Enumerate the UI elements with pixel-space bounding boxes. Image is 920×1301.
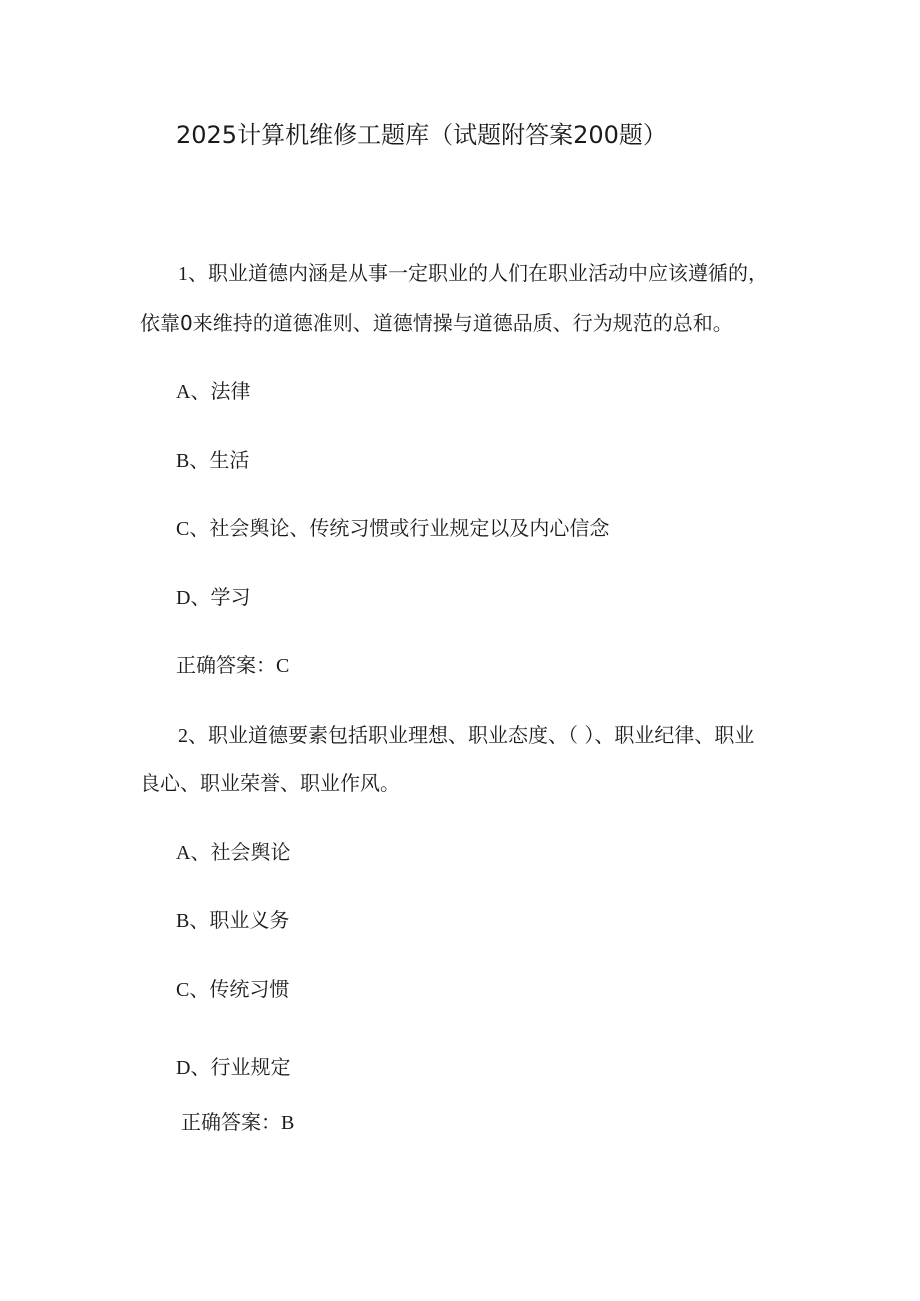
enum-separator: 、 bbox=[189, 908, 210, 932]
question-text-line-1: 职业道德内涵是从事一定职业的人们在职业活动中应该遵循的， bbox=[208, 261, 768, 285]
question-1-option-c bbox=[176, 513, 609, 544]
option-letter: A bbox=[176, 381, 191, 403]
question-2-option-c bbox=[176, 974, 289, 1005]
enum-separator: 、 bbox=[189, 516, 210, 540]
option-text: 社会舆论 bbox=[210, 840, 291, 864]
option-letter: B bbox=[176, 450, 190, 472]
enum-separator: 、 bbox=[188, 723, 208, 747]
question-1-option-b bbox=[176, 445, 249, 476]
question-number: 2 bbox=[178, 725, 188, 747]
answer-value: B bbox=[281, 1112, 295, 1134]
question-2-stem bbox=[178, 720, 754, 751]
option-text: 生活 bbox=[209, 448, 250, 472]
question-text-line-2: 良心、职业荣誉、职业作风。 bbox=[140, 771, 400, 795]
question-2-option-d bbox=[176, 1052, 290, 1083]
enum-separator: 、 bbox=[190, 1055, 211, 1079]
option-letter: A bbox=[176, 842, 191, 864]
question-text-line-1: 职业道德要素包括职业理想、职业态度、（ ）、职业纪律、职业 bbox=[208, 723, 755, 747]
answer-value: C bbox=[276, 655, 290, 677]
option-text: 传统习惯 bbox=[209, 977, 290, 1001]
document-title: 2025计算机维修工题库（试题附答案200题） bbox=[176, 121, 667, 149]
option-letter: C bbox=[176, 979, 190, 1001]
question-2-stem-continued bbox=[140, 768, 400, 798]
enum-separator: 、 bbox=[189, 977, 210, 1001]
option-letter: C bbox=[176, 518, 190, 540]
answer-label: 正确答案： bbox=[176, 653, 276, 677]
option-text: 行业规定 bbox=[210, 1055, 291, 1079]
question-1-option-a bbox=[176, 376, 250, 407]
option-text: 社会舆论、传统习惯或行业规定以及内心信念 bbox=[209, 516, 610, 540]
question-2-answer bbox=[181, 1107, 294, 1138]
question-number: 1 bbox=[178, 263, 188, 285]
option-text: 职业义务 bbox=[209, 908, 290, 932]
question-2-option-a bbox=[176, 837, 290, 868]
option-letter: D bbox=[176, 587, 191, 609]
answer-label: 正确答案： bbox=[181, 1110, 281, 1134]
question-1-answer bbox=[176, 650, 289, 681]
question-text-line-2: 依靠0来维持的道德准则、道德情操与道德品质、行为规范的总和。 bbox=[140, 311, 733, 335]
question-2-option-b bbox=[176, 905, 289, 936]
enum-separator: 、 bbox=[190, 379, 211, 403]
enum-separator: 、 bbox=[189, 448, 210, 472]
option-letter: D bbox=[176, 1057, 191, 1079]
question-1-option-d bbox=[176, 582, 250, 613]
option-text: 法律 bbox=[210, 379, 251, 403]
enum-separator: 、 bbox=[190, 585, 211, 609]
option-text: 学习 bbox=[210, 585, 251, 609]
question-1-stem bbox=[178, 258, 768, 289]
enum-separator: 、 bbox=[188, 261, 208, 285]
question-1-stem-continued bbox=[140, 308, 733, 338]
enum-separator: 、 bbox=[190, 840, 211, 864]
option-letter: B bbox=[176, 910, 190, 932]
